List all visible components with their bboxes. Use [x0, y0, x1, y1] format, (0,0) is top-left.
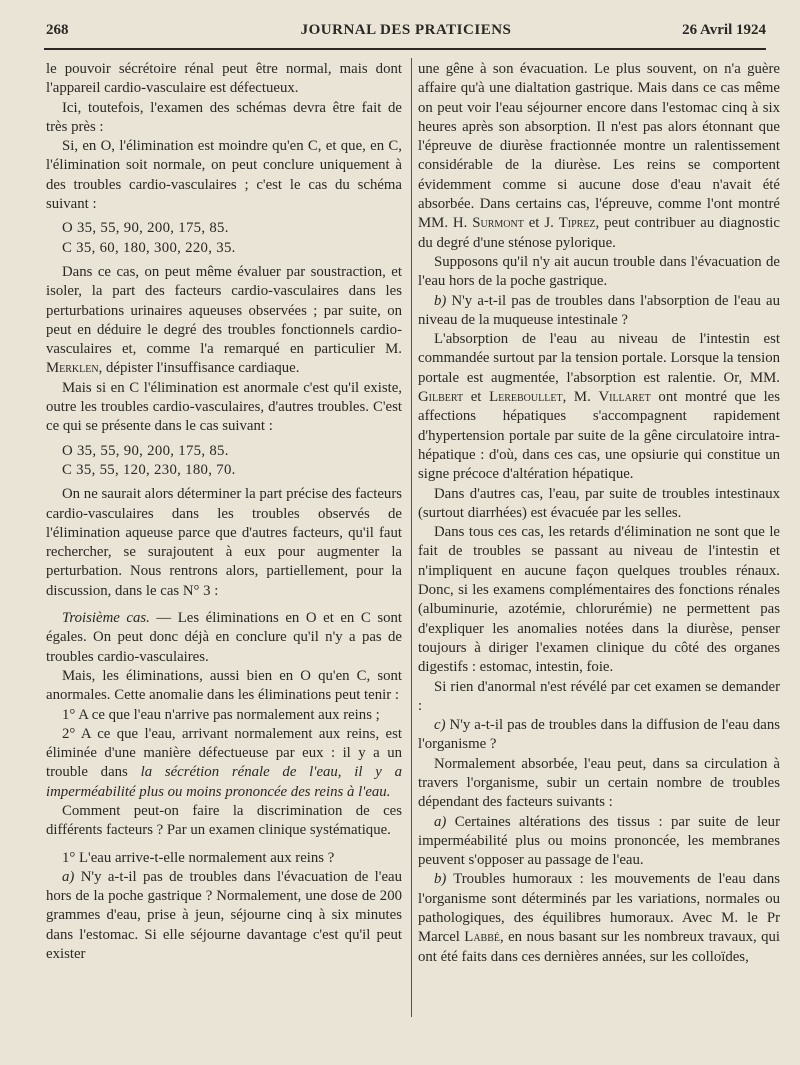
- paragraph: On ne saurait alors déterminer la part précise des facteurs cardio-vasculaires dans les troubles observés de l'élimination aqueuse parce que d'autres facteurs, qu'il faut rechercher, se surajoutent à eux pour augmenter la perturbation. Nous rentrons alors, partiellement, pour la discussion, dans le cas N° 3 :: [46, 486, 402, 599]
- paragraph: Dans tous ces cas, les retards d'élimination ne sont que le fait de troubles se passant au niveau de l'intestin et n'impliquent en aucune façon quelques troubles rénaux. Donc, si les examens complémentaires des fonctions rénales (albuminurie, azotémie, chlorurémie) ne permettent pas d'expliquer les anomalies notées dans la diurèse, penser toujours à diriger l'examen clinique du côté des organes digestifs : estomac, intestin, foie.: [418, 524, 780, 676]
- page-number: 268: [46, 22, 69, 38]
- author-name: Villaret: [598, 389, 651, 406]
- author-name: Lereboullet: [489, 389, 563, 406]
- author-name: Labbé: [464, 929, 501, 946]
- author-name: Merklen: [46, 360, 99, 377]
- paragraph: Comment peut-on faire la discrimination de ces différents facteurs ? Par un examen clinique systématique.: [46, 802, 402, 839]
- paragraph: Si rien d'anormal n'est révélé par cet examen se demander :: [418, 678, 780, 714]
- paragraph: Dans ce cas, on peut même évaluer par soustraction, et isoler, la part des facteurs cardio-vasculaires dans les perturbations urinaires aqueuses observées ; par suite, on peut en déduire le degré des troubles fonctionnels cardio-vasculaires et, comme l'a remarqué en particulier M. Merklen, dépister l'insuffisance cardiaque.: [46, 263, 402, 377]
- paragraph: a) N'y a-t-il pas de troubles dans l'évacuation de l'eau hors de la poche gastrique ? Normalement, une dose de 200 grammes d'eau, prise à jeun, séjourne cinq à six minutes dans l'estomac. Si elle séjourne davantage c'est qu'il peut exister: [46, 868, 402, 963]
- schedule-line: O 35, 55, 90, 200, 175, 85.: [62, 220, 229, 237]
- section-paragraph: Troisième cas. — Les éliminations en O et en C sont égales. On peut donc déjà en conclure qu'il n'y a pas de troubles cardio-vasculaires.: [46, 610, 402, 665]
- paragraph: Si, en O, l'élimination est moindre qu'en C, et que, en C, l'élimination soit normale, on peut conclure uniquement à des troubles cardio-vasculaires ; c'est le cas du schéma suivant :: [46, 138, 402, 213]
- author-name: Tiprez: [558, 215, 596, 232]
- paragraph: le pouvoir sécrétoire rénal peut être normal, mais dont l'appareil cardio-vasculaire est défectueux.: [46, 61, 402, 97]
- paragraph: b) N'y a-t-il pas de troubles dans l'absorption de l'eau au niveau de la muqueuse intestinale ?: [418, 292, 780, 328]
- section-title: Troisième cas.: [62, 610, 150, 627]
- paragraph: 1° L'eau arrive-t-elle normalement aux reins ?: [62, 849, 335, 866]
- header-rule: [44, 48, 766, 50]
- issue-date: 26 Avril 1924: [682, 22, 766, 38]
- schedule-line: O 35, 55, 90, 200, 175, 85.: [62, 442, 229, 459]
- paragraph: c) N'y a-t-il pas de troubles dans la diffusion de l'eau dans l'organisme ?: [418, 717, 780, 753]
- author-name: Gilbert: [418, 389, 464, 406]
- left-column: [46, 60, 402, 964]
- paragraph: Mais, les éliminations, aussi bien en O qu'en C, sont anormales. Cette anomalie dans les éliminations peut tenir :: [46, 667, 402, 704]
- paragraph: Ici, toutefois, l'examen des schémas devra être fait de très près :: [46, 99, 402, 135]
- paragraph: 2° A ce que l'eau, arrivant normalement aux reins, est éliminée d'une manière défectueuse par eux : il y a un trouble dans la sécrétion rénale de l'eau, il y a imperméabilité plus ou moins prononcée des reins à l'eau.: [46, 725, 403, 800]
- paragraph: L'absorption de l'eau au niveau de l'intestin est commandée surtout par la tension portale. Lorsque la tension portale est augmentée, l'absorption est ralentie. Or, MM. Gilbert et Lereboullet, M. Villaret ont montré que les affections hépatiques s'accompagnent rapidement d'hypertension portale par suite de la gêne circulatoire intra-hépatique : d'où, dans ces cas, une opsiurie qui constitue un signe précoce d'altération hépatique.: [418, 331, 781, 483]
- schedule-line: C 35, 55, 120, 230, 180, 70.: [62, 461, 236, 478]
- author-name: Surmont: [472, 215, 524, 232]
- paragraph: Mais si en C l'élimination est anormale c'est qu'il existe, outre les troubles cardio-vasculaires, d'autres troubles. C'est ce qui se présente dans le cas suivant :: [46, 379, 402, 435]
- paragraph: 1° A ce que l'eau n'arrive pas normalement aux reins ;: [62, 706, 380, 723]
- paragraph: b) Troubles humoraux : les mouvements de l'eau dans l'organisme sont déterminés par les variations, normales ou pathologiques, des équilibres humoraux. Avec M. le Pr Marcel Labbé, en nous basant sur les nombreux travaux, qui ont été faits dans ces dernières années, sur les colloïdes,: [418, 871, 780, 965]
- paragraph: une gêne à son évacuation. Le plus souvent, on n'a guère affaire qu'à une dialtation gastrique. Mais dans ce cas même on peut voir l'eau séjourner encore dans l'estomac cinq à six heures après son absorption. Il n'est pas alors étonnant que l'épreuve de diurèse fractionnée montre un ralentissement considérable de la diurèse. Les reins se comportent évidemment comme si aucune dose d'eau n'avait été absorbée. Dans certains cas, l'épreuve, comme l'ont montré MM. H. Surmont et J. Tiprez, peut contribuer au diagnostic du degré d'une sténose pylorique.: [418, 61, 780, 251]
- paragraph: a) Certaines altérations des tissus : par suite de leur imperméabilité plus ou moins prononcée, les membranes peuvent s'opposer au passage de l'eau.: [418, 813, 780, 869]
- column-divider: [411, 58, 412, 1017]
- paragraph: Normalement absorbée, l'eau peut, dans sa circulation à travers l'organisme, subir un certain nombre de troubles dépendant des facteurs suivants :: [418, 755, 780, 811]
- paragraph: Dans d'autres cas, l'eau, par suite de troubles intestinaux (surtout diarrhées) est évacuée par les selles.: [418, 485, 780, 521]
- journal-title: JOURNAL DES PRATICIENS: [300, 22, 512, 38]
- schedule-line: C 35, 60, 180, 300, 220, 35.: [62, 239, 236, 256]
- page-header: [46, 18, 766, 44]
- paragraph: Supposons qu'il n'y ait aucun trouble dans l'évacuation de l'eau hors de la poche gastrique.: [418, 253, 780, 290]
- right-column: [418, 60, 780, 967]
